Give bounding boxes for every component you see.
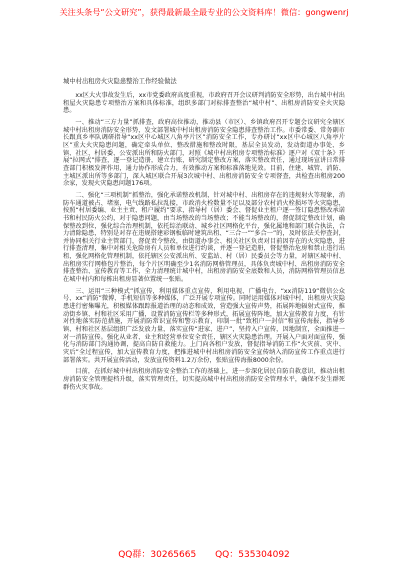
qq-text: QQ：535304092 (215, 550, 290, 560)
document-title: 城中村出租房火灾隐患整治工作经验做法 (63, 78, 177, 85)
paragraph-conclusion: 目前，在抓好城中村出租房消防安全整治工作的基础上，进一步深化居民自防自救意识，推动出租房消防安全管理提档升级，落实管理责任，切实提高城中村出租房消防安全管理水平，确保不发生群死群伤火灾事故。 (63, 368, 345, 391)
banner-text: 关注头条号“公文研究”，获得最新最全最专业的公文资料库！微信：gongwenrj (59, 7, 349, 17)
paragraph-section-2: 二、强化“三项机制”抓整治，强化承诺整改机制，针对城中村、出租房存在的违规射火等现象，消防车通道被占、堵塞，电气线路私拉乱接，市政消火栓数量不足以及部分农村消火栓损坏等火灾隐患，按照“村居委编、业主主责、租户履约”要求，指导村（居）委会、督促业主租户逐一签订隐患整改承诺书和村民防火公约，对于隐患问题，由当场整改的当场整改；不能当场整改的，督促制定整改计划，确保整改到位，强化综合治理机制，依托综治联动、城乡社区网格化平台，强化属地和部门联合执法，合力清除隐患，特别是对存在违规搭建彩钢板临时建筑出租、“三合一”“多合一”的，及时依法关停查封，并协同相关行业主管部门，督促责令整改，由街道办事会、相关社区负责对目前因存在的火灾隐患，进行排查清理，集中对相关危险房有人员和单位进行约谈，并逐一登记造册，督促整治危房和禁止违行出租，强化网格化管理机制，依托辖区公安派出所、安监站、村（居）民委员会等力量，对辖区城中村、出租房实行网格包片整治，每个片区明确至少1名消防网格管理员，具体负责城中村、出租房消防安全排查整治、宣传教育等工作，全力清理统计城中村，出租房消防安全底数和人员，消防网格管理员信息在城中村内和每栋出租房显著位置统一张贴。 (63, 191, 345, 284)
top-banner (0, 0, 408, 36)
qq-group-text: QQ群：30265665 (118, 550, 197, 560)
paragraph-section-3: 三、运用“三种模式”抓宣传，利用媒体重点宣传，利用电视、广播电台、“xx消防119”微信公众号、xx“消防”微博、手机短信等多种媒体，广泛开展专项宣传。同时运用媒体对城中村、出租房火灾隐患进行密集曝光，积极媒体跟踪报道治理的动态和成效，营造强大宣传声势，拓展阵地辐射式宣传，推动街乡镇、村和社区采用广播，设置消防宣传栏等多种形式，拓展宣传阵地，加大宣传教育力度，有针对性地落实防范措施，开展消防常识宣传和警示教育，印制一批“致租户一封信”和宣传海报，指导乡镇、村和社区基层组织广泛发放力量，落实宣传“进家、进户”，坚持入户宣传，因地制宜，全面推进一对一消防宣传。强化从业者、业主和经营单位安全责任，辖区火灾隐患治理。开展入户面对面宣传，强化与消防部门沟通协调，提高自防自救能力。上门向各租户发放，督促指导消防工作“火灾前、灾中、灾后”全过程宣传，加大宣传教育力度，把推进城中村出租房消防安全宣传纳入消防宣传工作重点进行部署落实。共开展宣传活动，发放宣传资料1.2万余份，张贴宣传海报8000余份。 (63, 287, 345, 364)
paragraph-intro: xx区大火事故发生后，xx市党委政府高度重视，市政府召开会议研判消防安全形势，出台城中村出租屋火灾隐患专项整治方案和具体标准，组织多部门对标排查整治“城中村”、出租房消防安全火灾隐患。 (63, 92, 345, 115)
document-content (63, 78, 345, 395)
footer-contact (0, 547, 408, 563)
paragraph-section-1: 一、推动“三方力量”抓排查，政府高位推动，推动县（市区）、乡镇政府召开专题会议研究全辖区城中村出租房消防安全形势，发文部署城中村出租房消防安全隐患排查整治工作。市委常委、常务副市长跟真乡率队调研指导“xx区中心城区八角亭片区”消防安全工作，专办研讨“xx区中心城区八角亭片区”重大火灾隐患问题，确定牵头单位、整改措施和整改时限，基层全员发动，发动街道办事处、乡镇、社区、村居委、公安派出所和防火部门，对照《城中村出租房专项整治标准》逐户对《双十条》开展“拉网式”排查，逐一登记造册，建立台账，研究制定整改方案，落实整改责任，通过现场宣讲日常排查部门积极发挥作用，通力协作形成合力，有效推动方案和标准落地见效。目前，住建、城管、消防、主城区派出所等多部门，深入城区联合开展3次城中村、出租房消防安全专项督查，共检查出租房200余家，发现火灾隐患问题176项。 (63, 118, 345, 188)
